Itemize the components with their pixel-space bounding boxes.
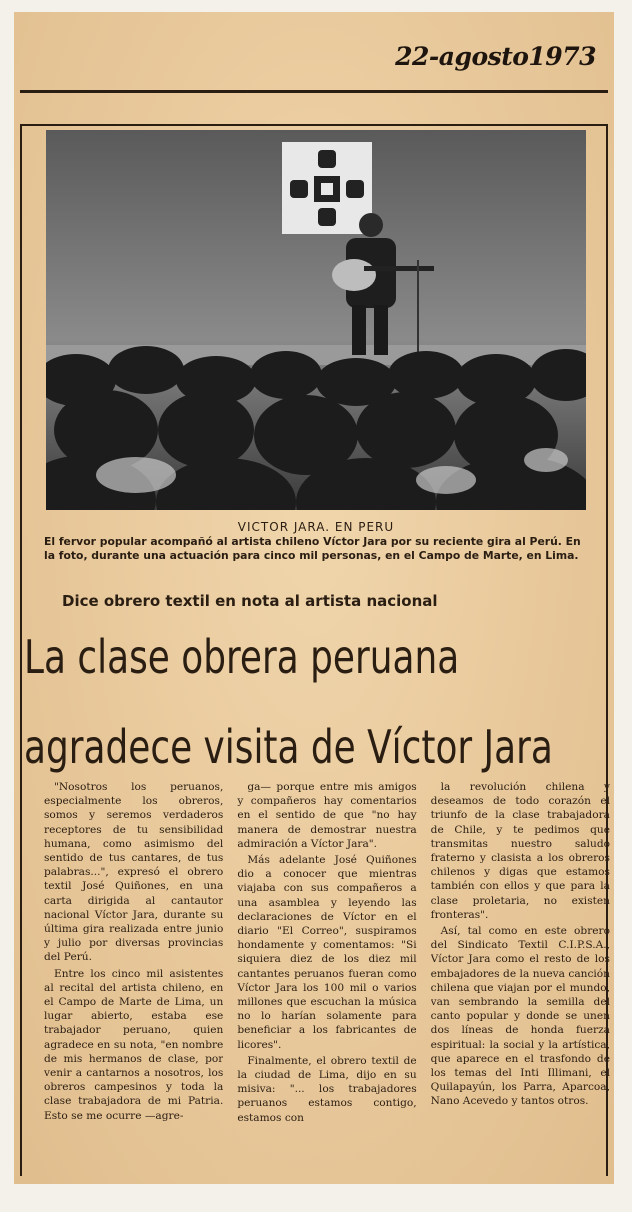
headline-line-1: La clase obrera peruana [24, 630, 460, 684]
article-column-2 [237, 780, 416, 1185]
newspaper-clipping [14, 12, 614, 1184]
paragraph: Más adelante José Quiñones dio a conocer que mientras viajaba con sus compañeros a una asamblea y leyendo las declaraciones de Víctor en el diario "El Correo", suspiramos hondamente y comentamos: "Si siquiera diez de los diez mil cantantes peruanos fueran como Víctor Jara los 100 mil o varios millones que escuchan la música no lo harían solamente para beneficiar a los fabricantes de licores". [237, 854, 417, 1051]
article-column-1 [44, 780, 223, 1185]
cross-emblem-banner-icon [282, 142, 372, 234]
paragraph: "Nosotros los peruanos, especialmente los obreros, somos y seremos verdaderos receptores de tu sensibilidad humana, como asimismo del sentido de tus cantares, de tus palabras...", expresó el obrero textil José Quiñones, en una carta dirigida al cantautor nacional Víctor Jara, durante su última gira realizada entre junio y julio por diversas provincias del Perú. [44, 781, 224, 964]
photo-caption-body: El fervor popular acompañó al artista chileno Víctor Jara por su reciente gira al Perú. En la foto, durante una actuación para cinco mil personas, en el Campo de Marte, en Lima. [44, 535, 581, 562]
article-body [44, 780, 610, 1185]
article-column-3 [431, 780, 610, 1185]
publication-date: 22-agosto1973 [395, 42, 596, 71]
concert-photo [46, 130, 586, 510]
frame-left-border [20, 124, 22, 1176]
photo-caption-title: VICTOR JARA. EN PERU [237, 520, 395, 534]
paragraph: Entre los cinco mil asistentes al recital del artista chileno, en el Campo de Marte de Lima, un lugar abierto, estaba ese trabajador peruano, quien agradece en su nota, "en nombre de mis hermanos de clase, por venir a cantarnos a nosotros, los obreros campesinos y toda la clase trabajadora de mi Patria. Esto se me ocurre —agre- [44, 967, 224, 1122]
article-kicker: Dice obrero textil en nota al artista nacional [62, 592, 438, 610]
paragraph: la revolución chilena y deseamos de todo corazón el triunfo de la clase trabajadora de Chile, y te pedimos que transmitas nuestro saludo fraterno y clasista a los obreros chilenos y digas que estamos también con ellos y que para la clase proletaria, no existen fronteras". [430, 781, 610, 921]
headline-line-2: agradece visita de Víctor Jara [24, 720, 553, 774]
top-rule [20, 90, 608, 93]
paragraph: Así, tal como en este obrero del Sindicato Textil C.I.P.S.A., Víctor Jara como el resto de los embajadores de la nueva canción chilena que viajan por el mundo, van sembrando la semilla del canto popular y donde se unen dos líneas de honda fuerza espiritual: la social y la artística, que aparece en el trasfondo de los temas del Inti Illimani, el Quilapayún, los Parra, Aparcoa, Nano Acevedo y tantos otros. [430, 925, 610, 1108]
paragraph: Finalmente, el obrero textil de la ciudad de Lima, dijo en su misiva: "... los trabajadores peruanos estamos contigo, estamos con [237, 1054, 417, 1124]
frame-top-border [20, 124, 608, 126]
paragraph: ga— porque entre mis amigos y compañeros hay comentarios en el sentido de que "no hay manera de demostrar nuestra admiración a Víctor Jara". [237, 781, 417, 850]
